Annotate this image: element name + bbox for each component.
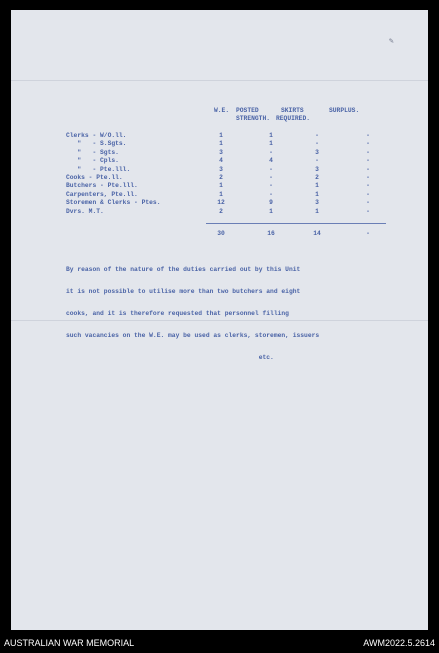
row-label: Butchers - Pte.lll.	[66, 182, 138, 190]
row-we: 2	[219, 174, 223, 181]
table-row	[11, 132, 428, 139]
header-required: REQUIRED.	[276, 115, 311, 122]
pencil-mark-icon: ✎	[389, 37, 394, 46]
row-surplus: -	[366, 157, 370, 165]
row-we: 1	[219, 132, 223, 139]
document-page	[11, 10, 428, 630]
header-strength: STRENGTH.	[236, 115, 271, 122]
header-we: W.E.	[214, 107, 230, 114]
paragraph-line: such vacancies on the W.E. may be used as clerks, storemen, issuers	[66, 332, 320, 339]
header-surplus: SURPLUS.	[329, 107, 360, 114]
row-we: 3	[219, 148, 223, 156]
table-row	[11, 157, 428, 164]
fold-line	[11, 80, 428, 81]
row-required: -	[315, 157, 319, 165]
row-required: 1	[315, 182, 319, 190]
table-row	[11, 149, 428, 156]
footer-accession: AWM2022.5.2614	[363, 638, 435, 648]
row-we: 1	[219, 182, 223, 190]
row-required: 3	[315, 148, 319, 156]
row-required: 2	[315, 174, 319, 181]
paragraph-line: cooks, and it is therefore requested that personnel filling	[66, 310, 289, 317]
row-label: Storemen & Clerks - Ptes.	[66, 199, 161, 207]
table-row	[11, 182, 428, 189]
row-posted: -	[269, 190, 273, 198]
row-required: -	[315, 132, 319, 139]
row-we: 4	[219, 157, 223, 165]
row-posted: -	[269, 165, 273, 173]
row-posted: -	[269, 182, 273, 190]
paragraph-line: By reason of the nature of the duties carried out by this Unit	[66, 266, 301, 273]
table-row	[11, 140, 428, 147]
row-label: Carpenters, Pte.ll.	[66, 190, 138, 198]
table-row	[11, 199, 428, 206]
row-we: 12	[217, 199, 225, 207]
row-required: -	[315, 140, 319, 148]
row-label: Cooks - Pte.ll.	[66, 174, 123, 181]
row-we: 1	[219, 140, 223, 148]
total-we: 30	[217, 230, 225, 237]
footer-bar	[0, 630, 439, 653]
row-label: " - Pte.lll.	[66, 165, 131, 173]
row-we: 1	[219, 190, 223, 198]
row-label: Dvrs. M.T.	[66, 207, 104, 215]
row-required: 1	[315, 207, 319, 215]
explanatory-paragraph	[66, 252, 406, 376]
row-posted: 4	[269, 157, 273, 165]
total-surplus: -	[366, 230, 370, 237]
row-we: 2	[219, 207, 223, 215]
header-posted: POSTED	[236, 107, 259, 114]
table-row	[11, 208, 428, 215]
row-surplus: -	[366, 140, 370, 148]
footer-credit: AUSTRALIAN WAR MEMORIAL	[4, 638, 135, 648]
row-posted: 9	[269, 199, 273, 207]
row-surplus: -	[366, 207, 370, 215]
row-label: " - Sgts.	[66, 148, 119, 156]
total-rule	[206, 223, 386, 224]
row-label: " - Cpls.	[66, 157, 119, 165]
row-posted: 1	[269, 132, 273, 139]
totals-row	[11, 230, 428, 237]
paragraph-line: etc.	[66, 354, 274, 361]
row-required: 3	[315, 165, 319, 173]
row-surplus: -	[366, 132, 370, 139]
row-surplus: -	[366, 165, 370, 173]
row-surplus: -	[366, 182, 370, 190]
row-posted: -	[269, 148, 273, 156]
table-row	[11, 174, 428, 181]
total-required: 14	[313, 230, 321, 237]
row-required: 1	[315, 190, 319, 198]
row-we: 3	[219, 165, 223, 173]
row-surplus: -	[366, 174, 370, 181]
total-posted: 16	[267, 230, 275, 237]
header-skirts: SKIRTS	[281, 107, 304, 114]
row-label: " - S.Sgts.	[66, 140, 127, 148]
row-posted: 1	[269, 207, 273, 215]
paragraph-line: it is not possible to utilise more than two butchers and eight	[66, 288, 301, 295]
row-posted: 1	[269, 140, 273, 148]
table-row	[11, 191, 428, 198]
row-surplus: -	[366, 148, 370, 156]
row-posted: -	[269, 174, 273, 181]
row-surplus: -	[366, 199, 370, 207]
table-row	[11, 166, 428, 173]
row-label: Clerks - W/O.ll.	[66, 132, 127, 139]
row-surplus: -	[366, 190, 370, 198]
row-required: 3	[315, 199, 319, 207]
